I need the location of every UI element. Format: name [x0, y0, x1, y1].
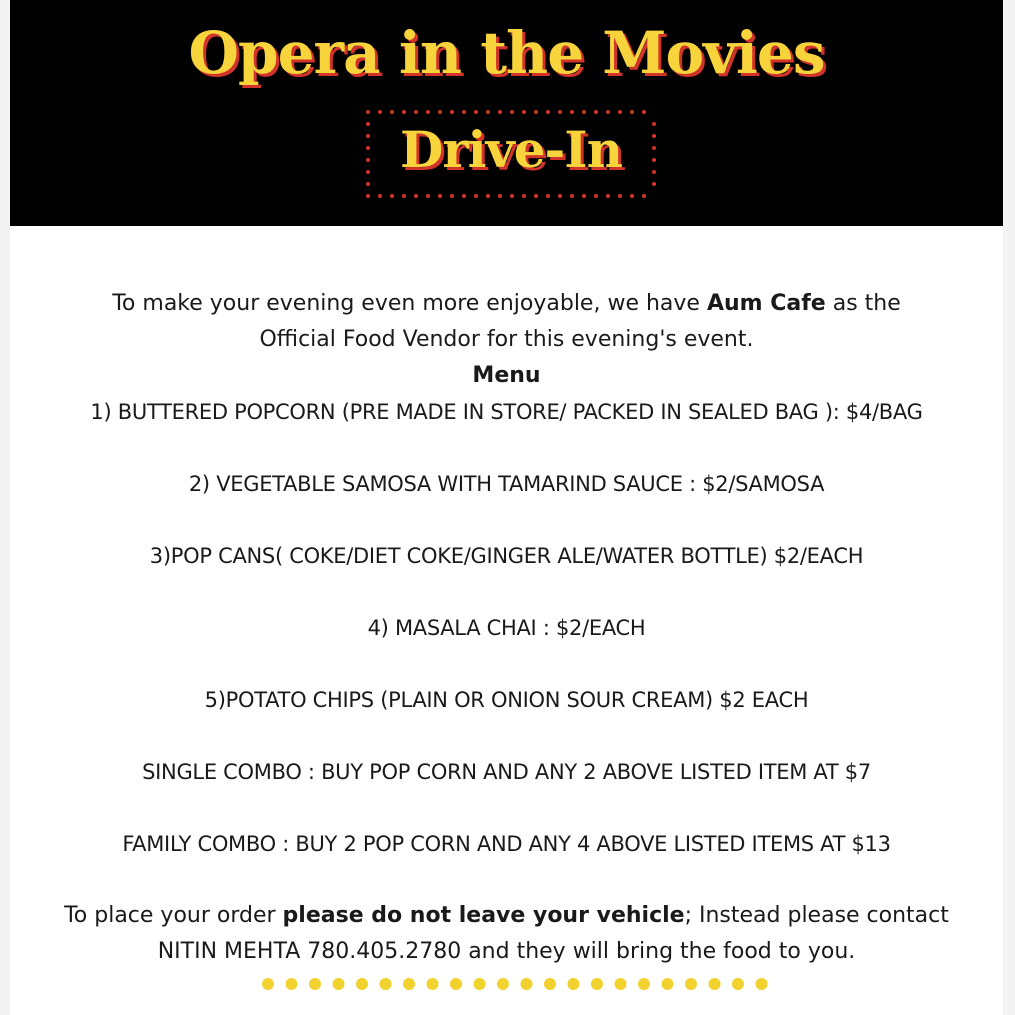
menu-card	[10, 226, 1003, 1015]
marquee-dot	[630, 110, 634, 114]
marquee-dot	[534, 110, 538, 114]
marquee-dot	[390, 194, 394, 198]
divider-dot	[309, 978, 321, 990]
marquee-dot	[402, 194, 406, 198]
marquee-dot	[546, 194, 550, 198]
marquee-dot	[438, 110, 442, 114]
outro-line1-pre: To place your order	[64, 903, 283, 928]
marquee-dot	[582, 110, 586, 114]
divider-dot	[262, 978, 274, 990]
divider-dot	[709, 978, 721, 990]
divider-dot	[544, 978, 556, 990]
marquee-dot	[474, 110, 478, 114]
marquee-dot	[618, 110, 622, 114]
marquee-dot	[606, 110, 610, 114]
banner-title: Opera in the Movies	[188, 19, 825, 87]
yellow-dot-divider	[260, 974, 780, 994]
divider-dot	[662, 978, 674, 990]
marquee-dot	[522, 110, 526, 114]
family-combo: FAMILY COMBO : BUY 2 POP CORN AND ANY 4 ABOVE LISTED ITEMS AT $13	[122, 832, 891, 856]
marquee-dot	[594, 110, 598, 114]
marquee-dot	[642, 110, 646, 114]
marquee-dot	[594, 194, 598, 198]
marquee-dot	[366, 194, 370, 198]
marquee-dot	[558, 194, 562, 198]
divider-dot	[497, 978, 509, 990]
divider-dot	[685, 978, 697, 990]
marquee-dot	[618, 194, 622, 198]
marquee-dot	[414, 194, 418, 198]
divider-dot	[615, 978, 627, 990]
outro-line1-post: ; Instead please contact	[684, 903, 949, 928]
marquee-dot	[570, 110, 574, 114]
marquee-dot	[498, 110, 502, 114]
marquee-dot	[510, 110, 514, 114]
marquee-dot	[558, 110, 562, 114]
marquee-dot	[486, 110, 490, 114]
marquee-dot	[522, 194, 526, 198]
divider-dot	[756, 978, 768, 990]
marquee-dot	[498, 194, 502, 198]
menu-item-5: 5)POTATO CHIPS (PLAIN OR ONION SOUR CREAM) $2 EACH	[204, 688, 809, 712]
marquee-dot	[414, 110, 418, 114]
marquee-dot	[426, 110, 430, 114]
menu-heading: Menu	[472, 363, 541, 388]
marquee-dot	[378, 194, 382, 198]
marquee-dot	[378, 110, 382, 114]
divider-dot	[591, 978, 603, 990]
divider-dot	[286, 978, 298, 990]
marquee-dot	[390, 110, 394, 114]
single-combo: SINGLE COMBO : BUY POP CORN AND ANY 2 ABOVE LISTED ITEM AT $7	[142, 760, 871, 784]
intro-line2: Official Food Vendor for this evening's event.	[259, 327, 754, 352]
divider-dot	[380, 978, 392, 990]
order-instructions	[10, 898, 1003, 970]
marquee-frame	[364, 108, 658, 200]
divider-dot	[638, 978, 650, 990]
menu-item-3: 3)POP CANS( COKE/DIET COKE/GINGER ALE/WATER BOTTLE) $2/EACH	[149, 544, 864, 568]
header-banner	[10, 0, 1003, 226]
marquee-dot	[652, 182, 656, 186]
intro-text	[10, 286, 1003, 358]
vendor-name: Aum Cafe	[706, 291, 826, 316]
contact-line: NITIN MEHTA 780.405.2780 and they will bring the food to you.	[157, 939, 856, 964]
marquee-dot	[486, 194, 490, 198]
divider-dot	[333, 978, 345, 990]
intro-line1-pre: To make your evening even more enjoyable, we have	[112, 291, 707, 316]
marquee-dot	[582, 194, 586, 198]
divider-dot	[403, 978, 415, 990]
marquee-dot	[462, 194, 466, 198]
marquee-dot	[450, 110, 454, 114]
marquee-dot	[462, 110, 466, 114]
menu-item-1: 1) BUTTERED POPCORN (PRE MADE IN STORE/ PACKED IN SEALED BAG ): $4/BAG	[90, 400, 923, 424]
marquee-dot	[534, 194, 538, 198]
marquee-dot	[450, 194, 454, 198]
divider-dot	[568, 978, 580, 990]
marquee-dot	[402, 110, 406, 114]
divider-dot	[450, 978, 462, 990]
marquee-dot	[570, 194, 574, 198]
marquee-dot	[438, 194, 442, 198]
divider-dot	[521, 978, 533, 990]
divider-dot	[474, 978, 486, 990]
menu-item-4: 4) MASALA CHAI : $2/EACH	[367, 616, 646, 640]
banner-subtitle: Drive-In	[399, 120, 623, 179]
marquee-dot	[606, 194, 610, 198]
divider-dot	[732, 978, 744, 990]
marquee-dot	[510, 194, 514, 198]
marquee-dot	[546, 110, 550, 114]
marquee-dot	[426, 194, 430, 198]
outro-emphasis: please do not leave your vehicle	[282, 903, 685, 928]
menu-item-2: 2) VEGETABLE SAMOSA WITH TAMARIND SAUCE : $2/SAMOSA	[188, 472, 825, 496]
intro-line1-post: as the	[825, 291, 901, 316]
divider-dot	[427, 978, 439, 990]
marquee-dot	[366, 182, 370, 186]
divider-dot	[356, 978, 368, 990]
marquee-dot	[630, 194, 634, 198]
marquee-dot	[642, 194, 646, 198]
marquee-dot	[474, 194, 478, 198]
marquee-dot	[366, 110, 370, 114]
